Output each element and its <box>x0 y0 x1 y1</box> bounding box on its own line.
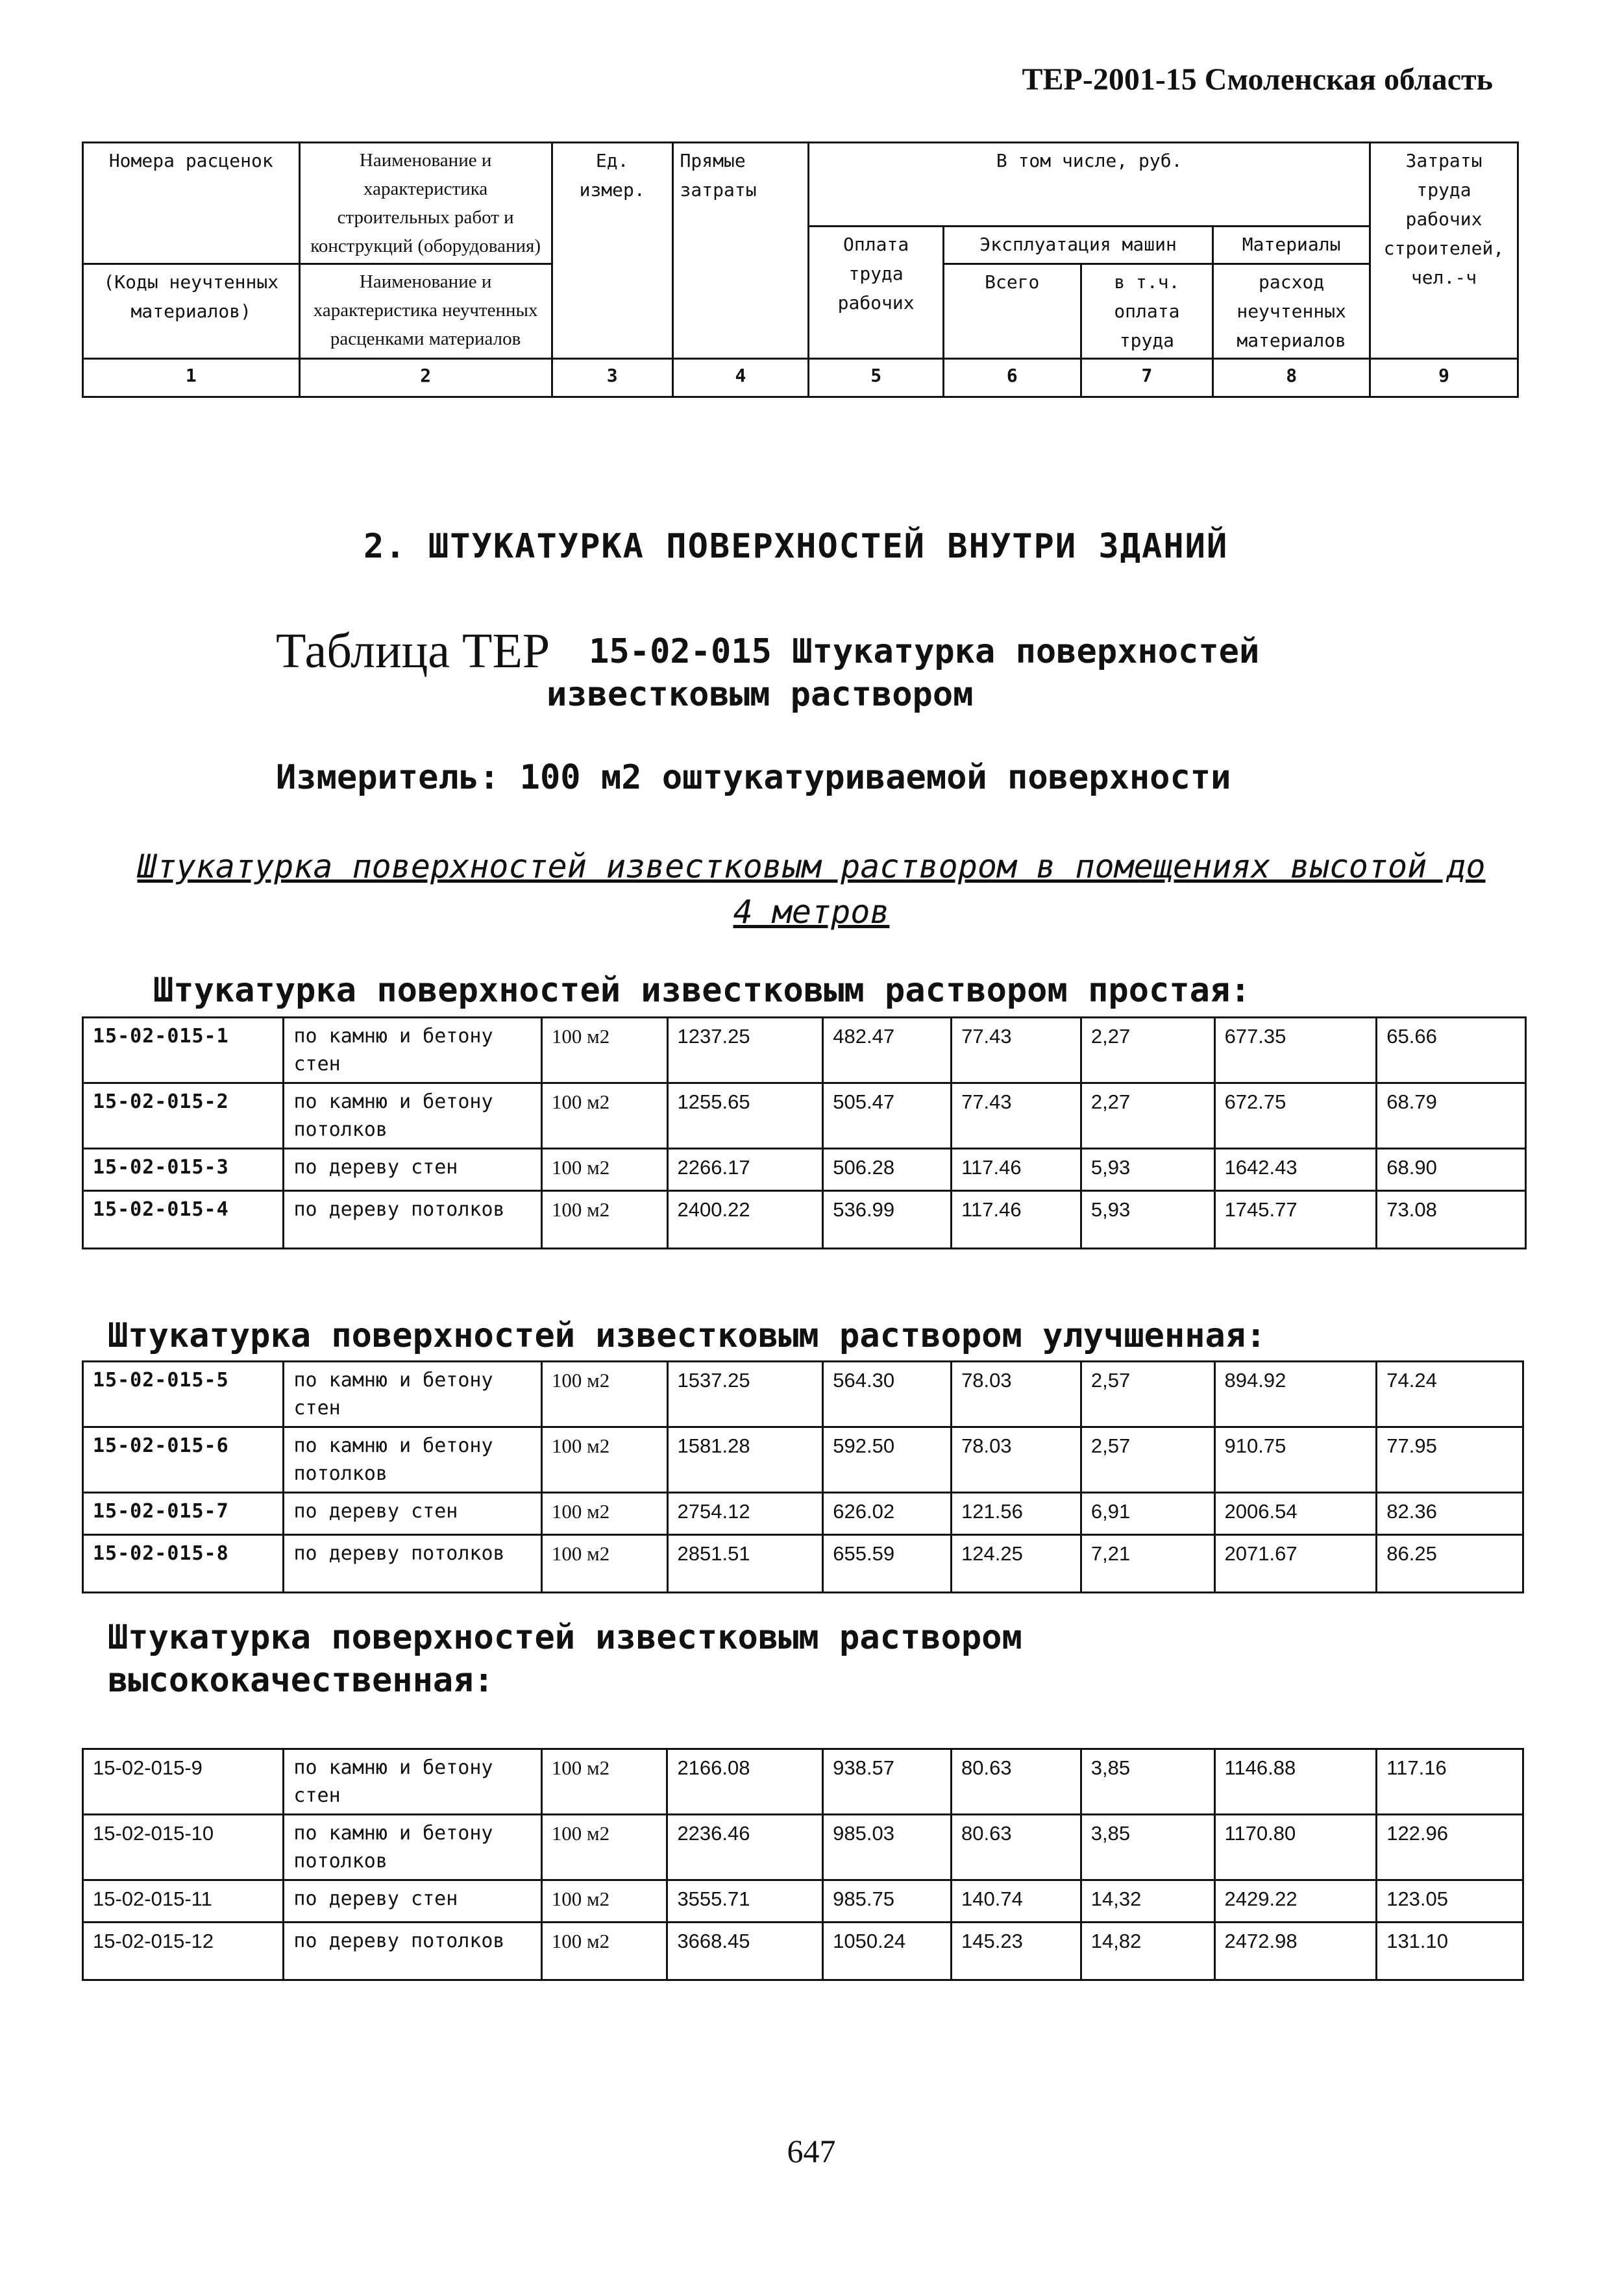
rate-code: 15-02-015-6 <box>83 1427 284 1493</box>
group-title-improved: Штукатурка поверхностей известковым раствором улучшенная: <box>108 1316 1266 1355</box>
machine-wages: 6,91 <box>1081 1493 1214 1535</box>
materials: 2472.98 <box>1214 1923 1377 1980</box>
table-row <box>83 1362 1523 1427</box>
table-row <box>83 1493 1523 1535</box>
table-row <box>83 1923 1523 1980</box>
rate-name: по камню и бетону потолков <box>284 1427 541 1493</box>
rate-unit: 100 м2 <box>541 1749 667 1815</box>
rate-unit: 100 м2 <box>541 1083 667 1149</box>
direct-costs: 1255.65 <box>667 1083 823 1149</box>
rates-table-simple <box>82 1016 1527 1249</box>
machine-wages: 14,32 <box>1081 1880 1214 1923</box>
rate-code: 15-02-015-5 <box>83 1362 284 1427</box>
machines-total: 117.46 <box>952 1191 1081 1249</box>
group-title-high-quality: Штукатурка поверхностей известковым раствором высококачественная: <box>108 1618 1022 1700</box>
labor-costs: 68.79 <box>1377 1083 1526 1149</box>
wages: 985.75 <box>823 1880 952 1923</box>
machines-total: 124.25 <box>952 1535 1081 1593</box>
rate-code: 15-02-015-3 <box>83 1149 284 1191</box>
materials: 672.75 <box>1214 1083 1377 1149</box>
rate-name: по дереву стен <box>284 1493 541 1535</box>
header-unaccounted-codes: (Коды неучтенных материалов) <box>83 264 300 359</box>
column-number: 4 <box>672 359 809 397</box>
machines-total: 117.46 <box>952 1149 1081 1191</box>
wages: 592.50 <box>823 1427 952 1493</box>
materials: 1745.77 <box>1214 1191 1377 1249</box>
rate-name: по дереву стен <box>284 1149 541 1191</box>
subtitle: Штукатурка поверхностей известковым раствором в помещениях высотой до 4 метров <box>137 848 1486 931</box>
wages: 985.03 <box>823 1815 952 1880</box>
column-number: 3 <box>552 359 672 397</box>
rates-table-improved <box>82 1360 1524 1593</box>
direct-costs: 3668.45 <box>667 1923 823 1980</box>
direct-costs: 2851.51 <box>667 1535 823 1593</box>
labor-costs: 131.10 <box>1377 1923 1523 1980</box>
labor-costs: 65.66 <box>1377 1018 1526 1083</box>
machines-total: 145.23 <box>952 1923 1081 1980</box>
header-codes: Номера расценок <box>83 143 300 264</box>
labor-costs: 82.36 <box>1377 1493 1523 1535</box>
materials: 2071.67 <box>1214 1535 1377 1593</box>
labor-costs: 122.96 <box>1377 1815 1523 1880</box>
table-row <box>83 1149 1526 1191</box>
direct-costs: 2400.22 <box>667 1191 823 1249</box>
table-row <box>83 1880 1523 1923</box>
direct-costs: 3555.71 <box>667 1880 823 1923</box>
table-row <box>83 1191 1526 1249</box>
machines-total: 78.03 <box>952 1427 1081 1493</box>
machine-wages: 3,85 <box>1081 1749 1214 1815</box>
rate-code: 15-02-015-2 <box>83 1083 284 1149</box>
machine-wages: 5,93 <box>1081 1149 1214 1191</box>
rate-name: по дереву потолков <box>284 1191 541 1249</box>
machine-wages: 7,21 <box>1081 1535 1214 1593</box>
table-row <box>83 1083 1526 1149</box>
rate-unit: 100 м2 <box>541 1427 667 1493</box>
machine-wages: 2,57 <box>1081 1427 1214 1493</box>
header-direct: Прямые затраты <box>672 143 809 359</box>
rate-name: по камню и бетону стен <box>284 1362 541 1427</box>
direct-costs: 1581.28 <box>667 1427 823 1493</box>
materials: 894.92 <box>1214 1362 1377 1427</box>
labor-costs: 68.90 <box>1377 1149 1526 1191</box>
column-number: 5 <box>809 359 944 397</box>
header-unaccounted: расход неучтенных материалов <box>1213 264 1370 359</box>
column-header-table <box>82 141 1519 398</box>
header-wages: Оплата труда рабочих <box>809 227 944 359</box>
header-incl: В том числе, руб. <box>809 143 1370 227</box>
table-row <box>83 1815 1523 1880</box>
measure-unit: Измеритель: 100 м2 оштукатуриваемой поверхности <box>276 758 1231 797</box>
rate-name: по дереву потолков <box>284 1923 541 1980</box>
rate-unit: 100 м2 <box>541 1362 667 1427</box>
machine-wages: 2,57 <box>1081 1362 1214 1427</box>
rate-unit: 100 м2 <box>541 1880 667 1923</box>
wages: 482.47 <box>823 1018 952 1083</box>
materials: 1642.43 <box>1214 1149 1377 1191</box>
rate-unit: 100 м2 <box>541 1191 667 1249</box>
materials: 2006.54 <box>1214 1493 1377 1535</box>
page-number: 647 <box>787 2133 836 2169</box>
header-incl-wages: в т.ч. оплата труда <box>1081 264 1213 359</box>
rate-code: 15-02-015-10 <box>83 1815 284 1880</box>
header-unit: Ед. измер. <box>552 143 672 359</box>
column-number: 8 <box>1213 359 1370 397</box>
machine-wages: 14,82 <box>1081 1923 1214 1980</box>
wages: 938.57 <box>823 1749 952 1815</box>
rate-code: 15-02-015-8 <box>83 1535 284 1593</box>
rate-name: по камню и бетону стен <box>284 1749 541 1815</box>
rate-unit: 100 м2 <box>541 1149 667 1191</box>
rate-code: 15-02-015-11 <box>83 1880 284 1923</box>
wages: 1050.24 <box>823 1923 952 1980</box>
wages: 655.59 <box>823 1535 952 1593</box>
labor-costs: 123.05 <box>1377 1880 1523 1923</box>
group-title-simple: Штукатурка поверхностей известковым раствором простая: <box>153 971 1251 1010</box>
materials: 910.75 <box>1214 1427 1377 1493</box>
rate-unit: 100 м2 <box>541 1815 667 1880</box>
rate-name: по дереву потолков <box>284 1535 541 1593</box>
machines-total: 77.43 <box>952 1018 1081 1083</box>
wages: 626.02 <box>823 1493 952 1535</box>
header-total: Всего <box>943 264 1081 359</box>
machines-total: 77.43 <box>952 1083 1081 1149</box>
column-number: 9 <box>1370 359 1518 397</box>
table-title-line2: известковым раствором <box>547 675 974 714</box>
direct-costs: 1537.25 <box>667 1362 823 1427</box>
rate-unit: 100 м2 <box>541 1535 667 1593</box>
machines-total: 78.03 <box>952 1362 1081 1427</box>
labor-costs: 117.16 <box>1377 1749 1523 1815</box>
rates-table-high-quality <box>82 1748 1524 1981</box>
machine-wages: 3,85 <box>1081 1815 1214 1880</box>
direct-costs: 2166.08 <box>667 1749 823 1815</box>
column-number: 7 <box>1081 359 1213 397</box>
materials: 1146.88 <box>1214 1749 1377 1815</box>
machines-total: 140.74 <box>952 1880 1081 1923</box>
labor-costs: 74.24 <box>1377 1362 1523 1427</box>
header-machines: Эксплуатация машин <box>943 227 1212 264</box>
direct-costs: 2266.17 <box>667 1149 823 1191</box>
table-title-rest: 15-02-015 Штукатурка поверхностей <box>589 632 1260 671</box>
machines-total: 80.63 <box>952 1815 1081 1880</box>
machines-total: 80.63 <box>952 1749 1081 1815</box>
wages: 564.30 <box>823 1362 952 1427</box>
rate-code: 15-02-015-7 <box>83 1493 284 1535</box>
rate-unit: 100 м2 <box>541 1493 667 1535</box>
table-row <box>83 1535 1523 1593</box>
direct-costs: 2236.46 <box>667 1815 823 1880</box>
labor-costs: 73.08 <box>1377 1191 1526 1249</box>
labor-costs: 77.95 <box>1377 1427 1523 1493</box>
table-row <box>83 1427 1523 1493</box>
table-title <box>276 623 1259 680</box>
materials: 677.35 <box>1214 1018 1377 1083</box>
labor-costs: 86.25 <box>1377 1535 1523 1593</box>
header-name: Наименование и характеристика строительных работ и конструкций (оборудования) <box>299 143 552 264</box>
table-row <box>83 1018 1526 1083</box>
rate-code: 15-02-015-9 <box>83 1749 284 1815</box>
rate-name: по дереву стен <box>284 1880 541 1923</box>
header-labor: Затраты труда рабочих строителей, чел.-ч <box>1370 143 1518 359</box>
rate-name: по камню и бетону потолков <box>284 1815 541 1880</box>
header-materials: Материалы <box>1213 227 1370 264</box>
header-unaccounted-name: Наименование и характеристика неучтенных расценками материалов <box>299 264 552 359</box>
rate-name: по камню и бетону потолков <box>284 1083 541 1149</box>
column-number: 1 <box>83 359 300 397</box>
running-header: ТЕР-2001-15 Смоленская область <box>1022 62 1493 97</box>
wages: 536.99 <box>823 1191 952 1249</box>
materials: 2429.22 <box>1214 1880 1377 1923</box>
direct-costs: 2754.12 <box>667 1493 823 1535</box>
column-number: 2 <box>299 359 552 397</box>
table-row <box>83 1749 1523 1815</box>
wages: 505.47 <box>823 1083 952 1149</box>
rate-code: 15-02-015-4 <box>83 1191 284 1249</box>
rate-unit: 100 м2 <box>541 1018 667 1083</box>
machine-wages: 2,27 <box>1081 1018 1214 1083</box>
machine-wages: 5,93 <box>1081 1191 1214 1249</box>
section-title: 2. ШТУКАТУРКА ПОВЕРХНОСТЕЙ ВНУТРИ ЗДАНИЙ <box>363 527 1229 566</box>
rate-code: 15-02-015-12 <box>83 1923 284 1980</box>
machine-wages: 2,27 <box>1081 1083 1214 1149</box>
rate-unit: 100 м2 <box>541 1923 667 1980</box>
rate-name: по камню и бетону стен <box>284 1018 541 1083</box>
rate-code: 15-02-015-1 <box>83 1018 284 1083</box>
machines-total: 121.56 <box>952 1493 1081 1535</box>
direct-costs: 1237.25 <box>667 1018 823 1083</box>
wages: 506.28 <box>823 1149 952 1191</box>
column-number: 6 <box>943 359 1081 397</box>
materials: 1170.80 <box>1214 1815 1377 1880</box>
table-title-lead: Таблица ТЕР <box>276 624 550 678</box>
